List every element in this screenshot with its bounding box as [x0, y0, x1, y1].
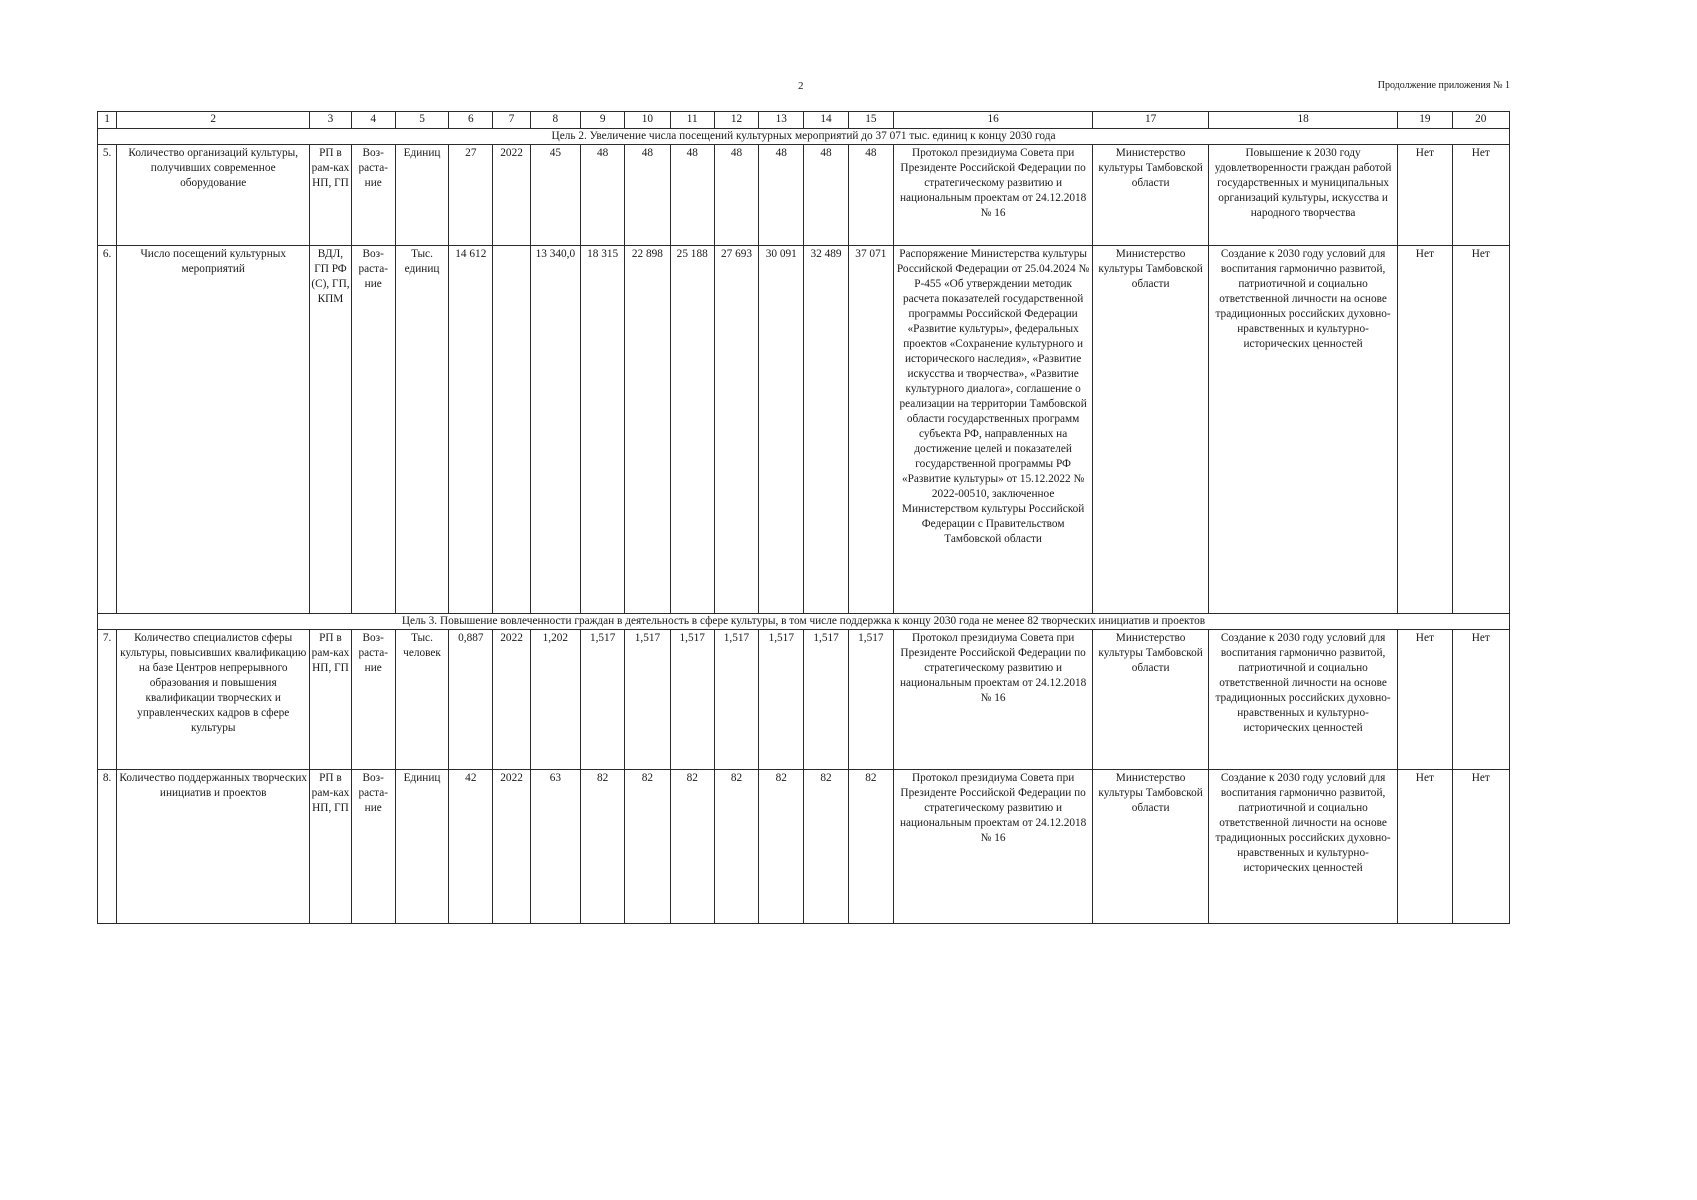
year-value: 1,517: [714, 630, 758, 770]
column-number: 18: [1208, 112, 1397, 129]
table-row: [98, 145, 1510, 246]
column-number: 15: [848, 112, 893, 129]
year-value: 48: [625, 145, 670, 246]
year-value: 48: [670, 145, 714, 246]
year-value: 48: [714, 145, 758, 246]
base-value: 42: [449, 770, 493, 924]
year-value: 1,517: [581, 630, 625, 770]
goal-heading: Цель 2. Увеличение числа посещений культурных мероприятий до 37 071 тыс. единиц к концу 2030 года: [98, 129, 1510, 145]
year-value: 25 188: [670, 246, 714, 614]
year-value: 82: [759, 770, 804, 924]
column-20-value: Нет: [1452, 145, 1509, 246]
column-20-value: Нет: [1452, 246, 1509, 614]
column-number: 19: [1398, 112, 1452, 129]
base-value: 27: [449, 145, 493, 246]
indicator-level: РП в рам-ках НП, ГП: [310, 145, 351, 246]
row-number: 6.: [98, 246, 117, 614]
year-value: 45: [530, 145, 580, 246]
row-number: 7.: [98, 630, 117, 770]
responsible-body: Министерство культуры Тамбовской области: [1093, 145, 1209, 246]
column-number: 5: [395, 112, 448, 129]
column-number: 10: [625, 112, 670, 129]
table-row: [98, 630, 1510, 770]
year-value: 1,517: [848, 630, 893, 770]
year-value: 1,517: [759, 630, 804, 770]
year-value: 48: [759, 145, 804, 246]
column-20-value: Нет: [1452, 630, 1509, 770]
column-number: 1: [98, 112, 117, 129]
year-value: 82: [714, 770, 758, 924]
column-number: 7: [493, 112, 530, 129]
base-year: 2022: [493, 145, 530, 246]
goal-row: [98, 129, 1510, 145]
indicator-name: Число посещений культурных мероприятий: [117, 246, 310, 614]
column-number: 12: [714, 112, 758, 129]
year-value: 13 340,0: [530, 246, 580, 614]
year-value: 82: [625, 770, 670, 924]
indicator-name: Количество специалистов сферы культуры, повысивших квалификацию на базе Центров непрерывного образования и повышения квалификации творческих и управленческих кадров в сфере культуры: [117, 630, 310, 770]
regulatory-document: Протокол президиума Совета при Президенте Российской Федерации по стратегическому развитию и национальным проектам от 24.12.2018 № 16: [893, 770, 1092, 924]
indicator-trend: Воз-раста-ние: [351, 246, 395, 614]
responsible-body: Министерство культуры Тамбовской области: [1093, 246, 1209, 614]
indicator-trend: Воз-раста-ние: [351, 630, 395, 770]
column-number: 11: [670, 112, 714, 129]
goal-heading: Цель 3. Повышение вовлеченности граждан в деятельность в сфере культуры, в том числе поддержка к концу 2030 года не менее 82 творческих инициатив и проектов: [98, 614, 1510, 630]
year-value: 82: [670, 770, 714, 924]
indicator-level: РП в рам-ках НП, ГП: [310, 770, 351, 924]
indicators-table: [97, 111, 1510, 924]
unit-of-measure: Тыс. единиц: [395, 246, 448, 614]
indicator-name: Количество поддержанных творческих инициатив и проектов: [117, 770, 310, 924]
column-19-value: Нет: [1398, 630, 1452, 770]
column-number: 2: [117, 112, 310, 129]
column-number-row: [98, 112, 1510, 129]
indicator-trend: Воз-раста-ние: [351, 145, 395, 246]
indicator-name: Количество организаций культуры, получивших современное оборудование: [117, 145, 310, 246]
national-goal-link: Повышение к 2030 году удовлетворенности граждан работой государственных и муниципальных организаций культуры, искусства и народного творчества: [1208, 145, 1397, 246]
year-value: 22 898: [625, 246, 670, 614]
year-value: 48: [848, 145, 893, 246]
year-value: 1,517: [670, 630, 714, 770]
goal-row: [98, 614, 1510, 630]
base-year: 2022: [493, 770, 530, 924]
base-value: 0,887: [449, 630, 493, 770]
row-number: 8.: [98, 770, 117, 924]
column-number: 9: [581, 112, 625, 129]
year-value: 48: [804, 145, 848, 246]
column-number: 4: [351, 112, 395, 129]
year-value: 82: [804, 770, 848, 924]
row-number: 5.: [98, 145, 117, 246]
regulatory-document: Протокол президиума Совета при Президенте Российской Федерации по стратегическому развитию и национальным проектам от 24.12.2018 № 16: [893, 145, 1092, 246]
unit-of-measure: Тыс. человек: [395, 630, 448, 770]
year-value: 30 091: [759, 246, 804, 614]
national-goal-link: Создание к 2030 году условий для воспитания гармонично развитой, патриотичной и социально ответственной личности на основе традиционных российских духовно-нравственных и культурно-исторических ценностей: [1208, 630, 1397, 770]
column-19-value: Нет: [1398, 246, 1452, 614]
base-year: 2022: [493, 630, 530, 770]
column-number: 20: [1452, 112, 1509, 129]
unit-of-measure: Единиц: [395, 770, 448, 924]
column-number: 16: [893, 112, 1092, 129]
year-value: 82: [581, 770, 625, 924]
national-goal-link: Создание к 2030 году условий для воспитания гармонично развитой, патриотичной и социально ответственной личности на основе традиционных российских духовно-нравственных и культурно-исторических ценностей: [1208, 246, 1397, 614]
responsible-body: Министерство культуры Тамбовской области: [1093, 770, 1209, 924]
base-year: [493, 246, 530, 614]
column-19-value: Нет: [1398, 770, 1452, 924]
year-value: 1,202: [530, 630, 580, 770]
table-row: [98, 770, 1510, 924]
year-value: 27 693: [714, 246, 758, 614]
regulatory-document: Распоряжение Министерства культуры Российской Федерации от 25.04.2024 № Р-455 «Об утверждении методик расчета показателей государственной программы Российской Федерации «Развитие культуры», федеральных проектов «Сохранение культурного и исторического наследия», «Развитие искусства и творчества», «Развитие культурного диалога», соглашение о реализации на территории Тамбовской области государственных программ субъекта РФ, направленных на достижение целей и показателей государственной программы РФ «Развитие культуры» от 15.12.2022 № 2022-00510, заключенное Министерством культуры Российской Федерации с Правительством Тамбовской области: [893, 246, 1092, 614]
national-goal-link: Создание к 2030 году условий для воспитания гармонично развитой, патриотичной и социально ответственной личности на основе традиционных российских духовно-нравственных и культурно-исторических ценностей: [1208, 770, 1397, 924]
unit-of-measure: Единиц: [395, 145, 448, 246]
year-value: 48: [581, 145, 625, 246]
year-value: 63: [530, 770, 580, 924]
year-value: 1,517: [625, 630, 670, 770]
regulatory-document: Протокол президиума Совета при Президенте Российской Федерации по стратегическому развитию и национальным проектам от 24.12.2018 № 16: [893, 630, 1092, 770]
column-number: 8: [530, 112, 580, 129]
column-number: 13: [759, 112, 804, 129]
column-19-value: Нет: [1398, 145, 1452, 246]
year-value: 82: [848, 770, 893, 924]
indicator-level: РП в рам-ках НП, ГП: [310, 630, 351, 770]
indicator-level: ВДЛ, ГП РФ (С), ГП, КПМ: [310, 246, 351, 614]
appendix-continuation-note: Продолжение приложения № 1: [1377, 80, 1510, 91]
page-number: 2: [798, 80, 804, 92]
column-number: 14: [804, 112, 848, 129]
column-number: 17: [1093, 112, 1209, 129]
year-value: 32 489: [804, 246, 848, 614]
year-value: 18 315: [581, 246, 625, 614]
table-row: [98, 246, 1510, 614]
year-value: 1,517: [804, 630, 848, 770]
column-number: 6: [449, 112, 493, 129]
year-value: 37 071: [848, 246, 893, 614]
responsible-body: Министерство культуры Тамбовской области: [1093, 630, 1209, 770]
column-20-value: Нет: [1452, 770, 1509, 924]
base-value: 14 612: [449, 246, 493, 614]
column-number: 3: [310, 112, 351, 129]
indicator-trend: Воз-раста-ние: [351, 770, 395, 924]
